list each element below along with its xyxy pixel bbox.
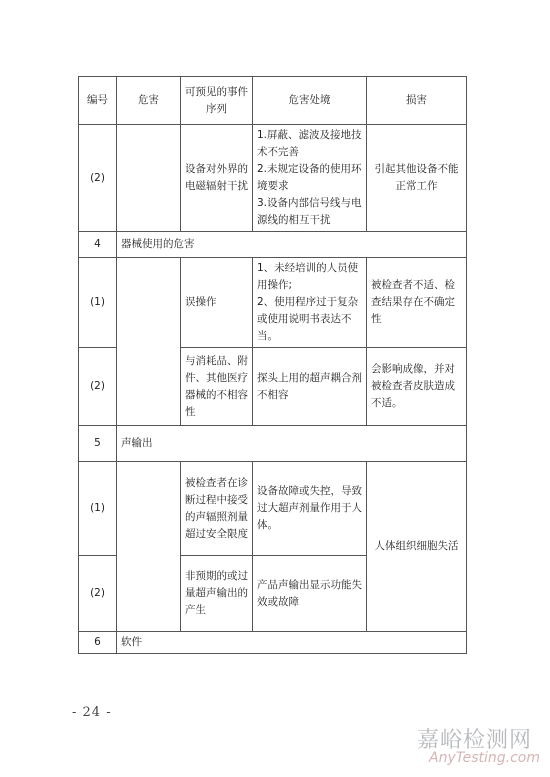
row-harm: 会影响成像，并对被检查者皮肤造成不适。 [367,348,467,426]
hazard-table [78,76,467,654]
watermark-logo-text: 嘉峪检测网 [416,728,532,753]
row-hazard [117,125,181,232]
row-situation: 1、未经培训的人员使用操作; 2、使用程序过于复杂或使用说明书表达不当。 [253,258,367,348]
row-no: (2) [79,125,117,232]
row-harm: 被检查者不适、检查结果存在不确定性 [367,258,467,348]
row-sequence: 被检查者在诊断过程中接受的声辐照剂量超过安全限度 [181,462,253,556]
row-no: (2) [79,556,117,632]
row-harm: 人体组织细胞失活 [367,462,467,632]
watermark-url: AnyTesting.com [429,750,540,766]
header-no: 编号 [79,77,117,125]
table-row [79,258,467,348]
row-sequence: 设备对外界的电磁辐射干扰 [181,125,253,232]
section-row [79,632,467,654]
row-no: (2) [79,348,117,426]
section-no: 6 [79,632,117,654]
table-row [79,125,467,232]
row-no: (1) [79,258,117,348]
header-harm: 损害 [367,77,467,125]
section-title: 声输出 [117,426,467,462]
row-no: (1) [79,462,117,556]
row-situation: 探头上用的超声耦合剂不相容 [253,348,367,426]
row-sequence: 与消耗品、附件、其他医疗器械的不相容性 [181,348,253,426]
header-hazard: 危害 [117,77,181,125]
row-situation: 产品声输出显示功能失效或故障 [253,556,367,632]
header-situation: 危害处境 [253,77,367,125]
section-no: 5 [79,426,117,462]
section-title: 器械使用的危害 [117,232,467,258]
row-situation: 1.屏蔽、滤波及接地技术不完善 2.未规定设备的使用环境要求 3.设备内部信号线与电源线的相互干扰 [253,125,367,232]
section-row [79,426,467,462]
row-hazard [117,258,181,426]
row-hazard [117,462,181,632]
header-sequence: 可预见的事件序列 [181,77,253,125]
header-row [79,77,467,125]
table-row [79,462,467,556]
row-harm: 引起其他设备不能正常工作 [367,125,467,232]
section-title: 软件 [117,632,467,654]
row-sequence: 非预期的或过量超声输出的产生 [181,556,253,632]
section-no: 4 [79,232,117,258]
row-sequence: 误操作 [181,258,253,348]
row-situation: 设备故障或失控，导致过大超声剂量作用于人体。 [253,462,367,556]
section-row [79,232,467,258]
page-number: - 24 - [72,705,112,720]
